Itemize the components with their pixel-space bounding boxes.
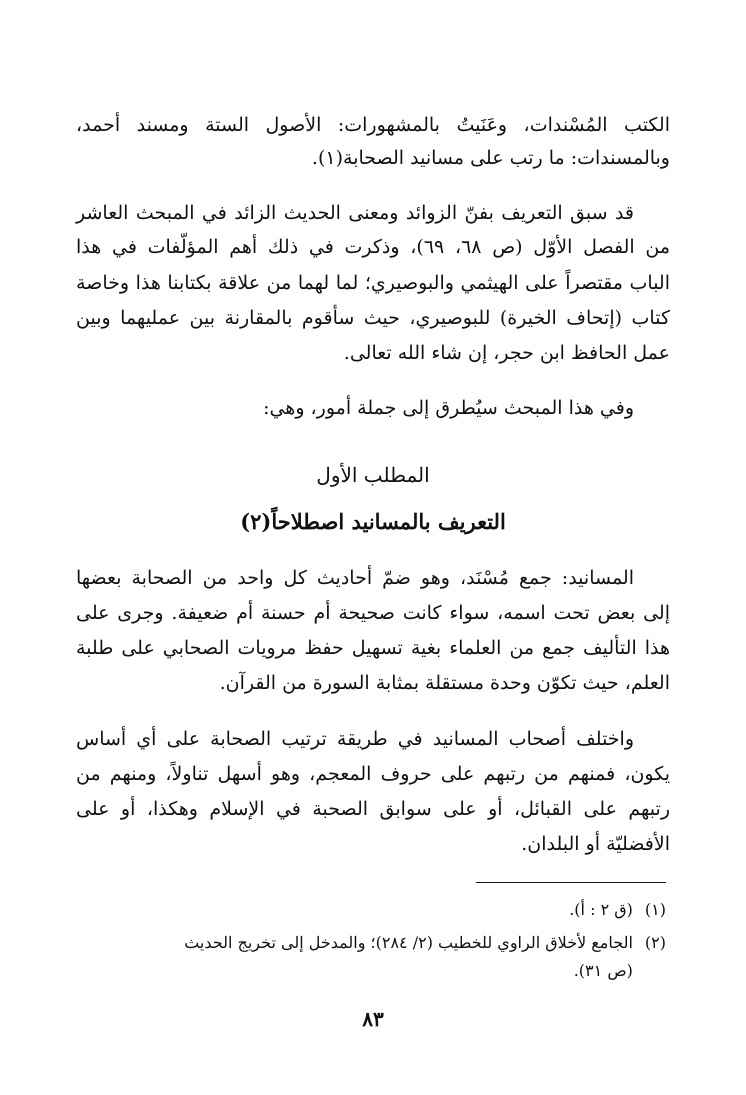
section-title: المطلب الأول [316,463,430,487]
paragraph-first-line: وفي هذا المبحث سيُطرق إلى جملة أمور، وهي: [263,397,634,419]
text-line: العلم، حيث تكوّن وحدة مستقلة بمثابة السورة من القرآن. [219,672,670,694]
text-line: الباب مقتصراً على الهيثمي والبوصيري؛ لما لهما من علاقة بكتابنا هذا وخاصة [76,272,670,294]
footnote-text: الجامع لأخلاق الراوي للخطيب (٢/ ٢٨٤)؛ والمدخل إلى تخريج الحديث [184,933,633,952]
text-line: إلى بعض تحت اسمه، سواء كانت صحيحة أم حسنة أم ضعيفة. وجرى على [76,602,670,624]
page-number: ٨٣ [362,1007,384,1031]
footnote-number: (١) [644,900,666,919]
section-subtitle: التعريف بالمسانيد اصطلاحاً(٢) [240,509,506,534]
text-line: رتبهم على القبائل، أو على سوابق الصحبة في الإسلام وهكذا، أو على [76,798,670,820]
paragraph-first-line: قد سبق التعريف بفنّ الزوائد ومعنى الحديث الزائد في المبحث العاشر [76,202,634,224]
text-line: الكتب المُسْندات، وعَنَيتُ بالمشهورات: الأصول الستة ومسند أحمد، [76,114,670,136]
footnote [76,897,666,923]
footnote-text: (ق ٢ : أ). [569,900,633,919]
text-line: كتاب (إتحاف الخيرة) للبوصيري، حيث سأقوم بالمقارنة بين عمليهما وبين [76,307,670,329]
paragraph-first-line: واختلف أصحاب المسانيد في طريقة ترتيب الصحابة على أي أساس [76,728,634,750]
text-line: يكون، فمنهم من رتبهم على حروف المعجم، وهو أسهل تناولاً، ومنهم من [76,763,670,785]
footnote-text: (ص ٣١). [573,961,633,980]
footnote-number: (٢) [644,933,666,952]
text-line: من الفصل الأوّل (ص ٦٨، ٦٩)، وذكرت في ذلك أهم المؤلّفات في هذا [76,236,670,258]
text-line: وبالمسندات: ما رتب على مسانيد الصحابة(١). [311,147,670,169]
text-line: هذا التأليف جمع من العلماء بغية تسهيل حفظ مرويات الصحابي على طلبة [76,637,670,659]
footnote-divider [476,882,666,883]
footnote [76,930,666,956]
paragraph-first-line: المسانيد: جمع مُسْنَد، وهو ضمّ أحاديث كل واحد من الصحابة بعضها [76,567,634,589]
text-line: الأفضليّة أو البلدان. [521,833,670,855]
footnote-continuation [76,958,666,984]
text-line: عمل الحافظ ابن حجر، إن شاء الله تعالى. [343,342,670,364]
